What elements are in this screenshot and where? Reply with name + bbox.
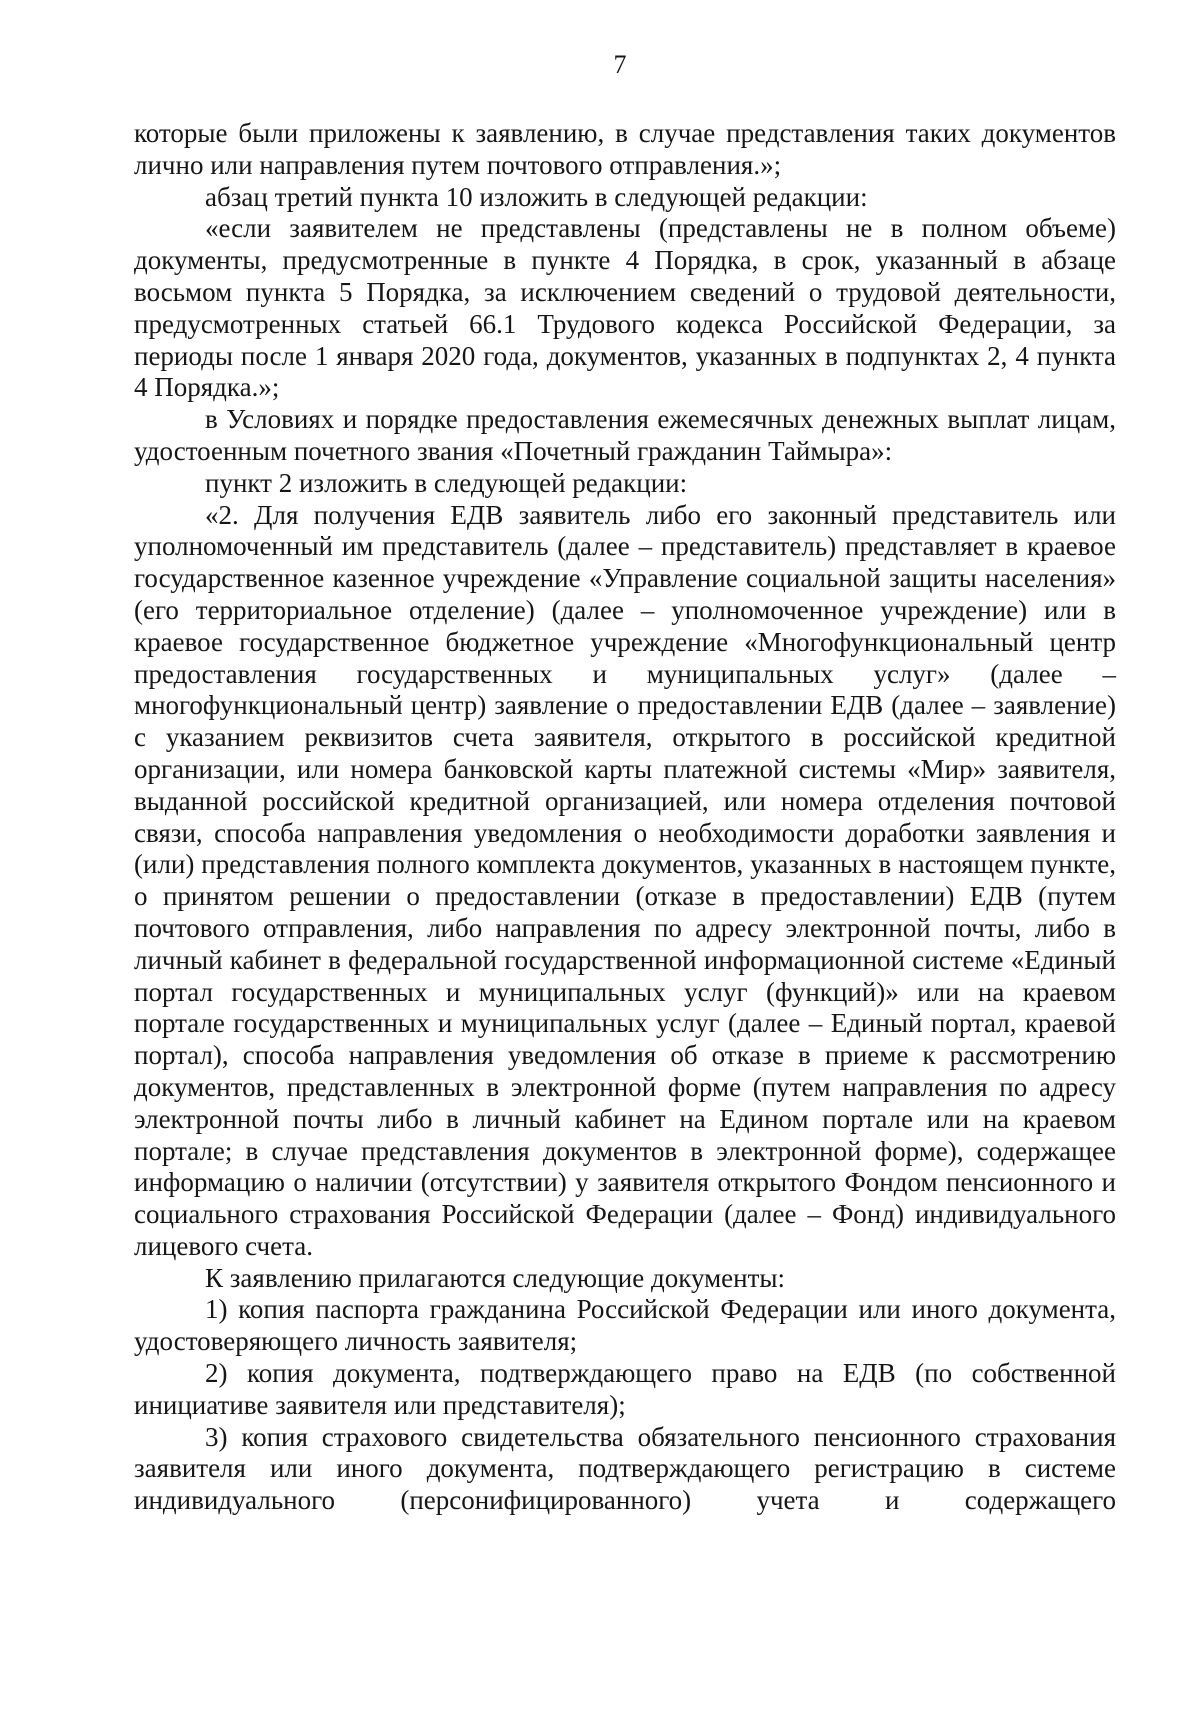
paragraph-conditions-intro: в Условиях и порядке предоставления ежемесячных денежных выплат лицам, удостоенным почетного звания «Почетный гражданин Таймыра»: [134, 404, 1116, 466]
paragraph-amendment-text: «если заявителем не представлены (представлены не в полном объеме) документы, предусмотренные в пункте 4 Порядка, в срок, указанный в абзаце восьмом пункта 5 Порядка, за исключением сведений о трудовой деятельности, предусмотренных статьей 66.1 Трудового кодекса Российской Федерации, за периоды после 1 января 2020 года, документов, указанных в подпунктах 2, 4 пункта 4 Порядка.»; [134, 213, 1116, 403]
page-number: 7 [613, 50, 627, 79]
list-item-1: 1) копия паспорта гражданина Российской Федерации или иного документа, удостоверяющего личность заявителя; [134, 1294, 1116, 1357]
document-body [134, 118, 1116, 1517]
paragraph-item2-text: «2. Для получения ЕДВ заявитель либо его законный представитель или уполномоченный им представитель (далее – представитель) представляет в краевое государственное казенное учреждение «Управление социальной защиты населения» (его территориальное отделение) (далее – уполномоченное учреждение) или в краевое государственное бюджетное учреждение «Многофункциональный центр предоставления государственных и муниципальных услуг» (далее – многофункциональный центр) заявление о предоставлении ЕДВ (далее – заявление) с указанием реквизитов счета заявителя, открытого в российской кредитной организации, или номера банковской карты платежной системы «Мир» заявителя, выданной российской кредитной организацией, или номера отделения почтовой связи, способа направления уведомления о необходимости доработки заявления и (или) представления полного комплекта документов, указанных в настоящем пункте, о принятом решении о предоставлении (отказе в предоставлении) ЕДВ (путем почтового отправления, либо направления по адресу электронной почты, либо в личный кабинет в федеральной государственной информационной системе «Единый портал государственных и муниципальных услуг (функций)» или на краевом портале государственных и муниципальных услуг (далее – Единый портал, краевой портал), способа направления уведомления об отказе в приеме к рассмотрению документов, представленных в электронной форме (путем направления по адресу электронной почты либо в личный кабинет на Едином портале или на краевом портале; в случае представления документов в электронной форме), содержащее информацию о наличии (отсутствии) у заявителя открытого Фондом пенсионного и социального страхования Российской Федерации (далее – Фонд) индивидуального лицевого счета. [134, 499, 1116, 1261]
paragraph-attachments-intro: К заявлению прилагаются следующие документы: [205, 1262, 786, 1293]
paragraph-item2-intro: пункт 2 изложить в следующей редакции: [205, 467, 688, 498]
list-item-2: 2) копия документа, подтверждающего право на ЕДВ (по собственной инициативе заявителя или представителя); [134, 1358, 1116, 1420]
paragraph-continuation: которые были приложены к заявлению, в случае представления таких документов лично или направления путем почтового отправления.»; [134, 118, 1116, 180]
list-item-3: 3) копия страхового свидетельства обязательного пенсионного страхования заявителя или иного документа, подтверждающего регистрацию в системе индивидуального (персонифицированного) учета и содержащего [134, 1421, 1116, 1516]
paragraph-amendment-intro: абзац третий пункта 10 изложить в следующей редакции: [205, 181, 868, 212]
